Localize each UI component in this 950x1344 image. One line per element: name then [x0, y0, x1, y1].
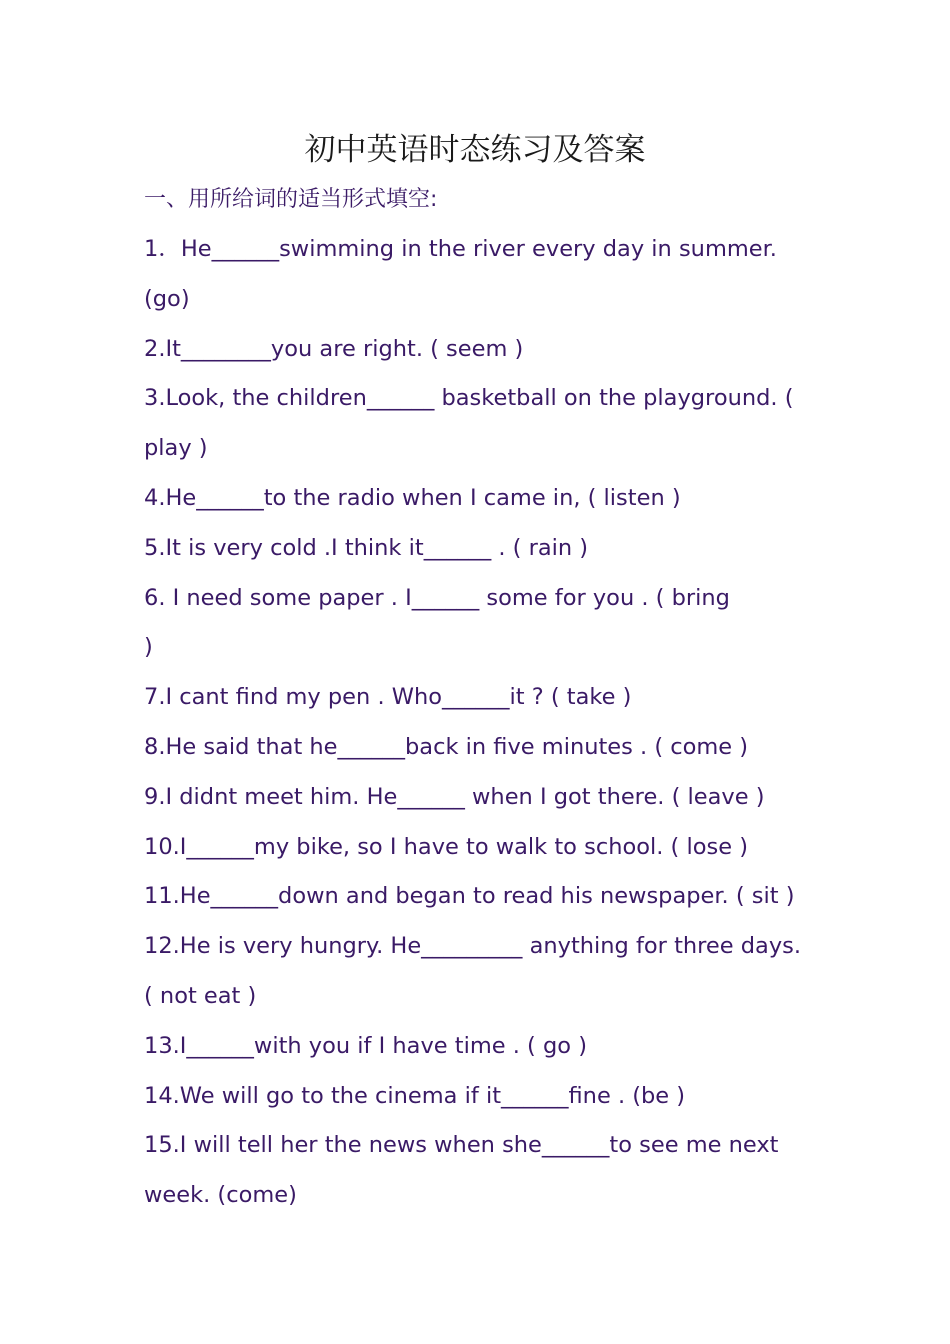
page-title: 初中英语时态练习及答案: [304, 132, 646, 168]
question-line: 5.It is very cold .I think it______ . ( rain ): [144, 534, 589, 561]
question-line: 6. I need some paper . I______ some for you . ( bring: [144, 584, 730, 611]
section-heading: 一、用所给词的适当形式填空:: [144, 187, 438, 212]
question-line: 15.I will tell her the news when she______to see me next: [144, 1132, 779, 1159]
question-line: play ): [144, 435, 208, 462]
question-line: 3.Look, the children______ basketball on the playground. (: [144, 385, 794, 412]
question-line: 8.He said that he______back in five minutes . ( come ): [144, 733, 749, 760]
question-line: (go): [144, 285, 190, 312]
question-line: week. (come): [144, 1182, 297, 1209]
question-list: [144, 225, 824, 1221]
question-line: 1．He______swimming in the river every day in summer.: [144, 236, 777, 262]
question-line: 4.He______to the radio when I came in, ( listen ): [144, 484, 681, 511]
question-line: 2.It________you are right. ( seem ): [144, 335, 524, 362]
question-line: 10.I______my bike, so I have to walk to school. ( lose ): [144, 833, 748, 860]
question-line: 11.He______down and began to read his newspaper. ( sit ): [144, 883, 795, 910]
question-line: 7.I cant find my pen . Who______it ? ( take ): [144, 684, 632, 711]
question-line: 9.I didnt meet him. He______ when I got there. ( leave ): [144, 783, 765, 810]
question-line: 14.We will go to the cinema if it______fine . (be ): [144, 1082, 686, 1109]
question-line: ( not eat ): [144, 982, 257, 1009]
question-line: 12.He is very hungry. He_________ anything for three days.: [144, 933, 802, 960]
question-line: ): [144, 634, 153, 661]
question-line: 13.I______with you if I have time . ( go ): [144, 1032, 587, 1059]
